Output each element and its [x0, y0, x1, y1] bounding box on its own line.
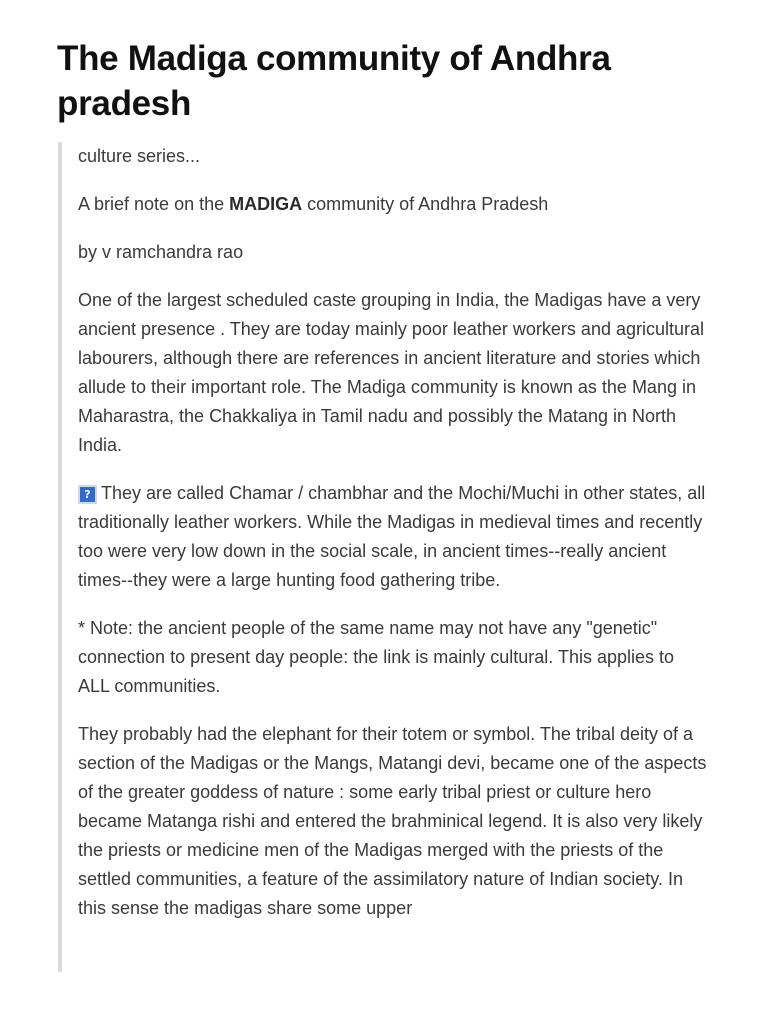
paragraph-author: by v ramchandra rao — [78, 242, 244, 262]
brief-note-text-end: community of Andhra Pradesh — [302, 194, 549, 214]
paragraph-note: * Note: the ancient people of the same name may not have any "genetic" connection to present day people: the link is mainly cultural. This applies to ALL communities. — [78, 618, 675, 696]
paragraph-chamar — [78, 479, 708, 595]
blockquote — [58, 142, 708, 972]
brief-note-text-start: A brief note on the — [78, 194, 230, 214]
paragraph-brief-note — [78, 190, 708, 219]
paragraph-intro: One of the largest scheduled caste grouping in India, the Madigas have a very ancient presence . They are today mainly poor leather workers and agricultural labourers, although there are references in ancient literature and stories which allude to their important role. The Madiga community is known as the Mang in Maharastra, the Chakkaliya in Tamil nadu and possibly the Matang in North India. — [78, 290, 705, 455]
paragraph-totem: They probably had the elephant for their totem or symbol. The tribal deity of a section of the Madigas or the Mangs, Matangi devi, became one of the aspects of the greater goddess of nature : some early tribal priest or culture hero became Matanga rishi and entered the brahminical legend. It is also very likely the priests or medicine men of the Madigas merged with the priests of the settled communities, a feature of the assimilatory nature of Indian society. In this sense the madigas share some upper — [78, 724, 707, 918]
article-title: The Madiga community of Andhra pradesh — [57, 39, 611, 123]
paragraph-series: culture series... — [78, 146, 201, 166]
chamar-text: They are called Chamar / chambhar and the Mochi/Muchi in other states, all traditionally leather workers. While the Madigas in medieval times and recently too were very low down in the social scale, in ancient times--really ancient times--they were a large hunting food gathering tribe. — [78, 483, 706, 590]
help-icon[interactable]: ? — [78, 485, 97, 504]
madiga-bold: MADIGA — [229, 194, 303, 214]
